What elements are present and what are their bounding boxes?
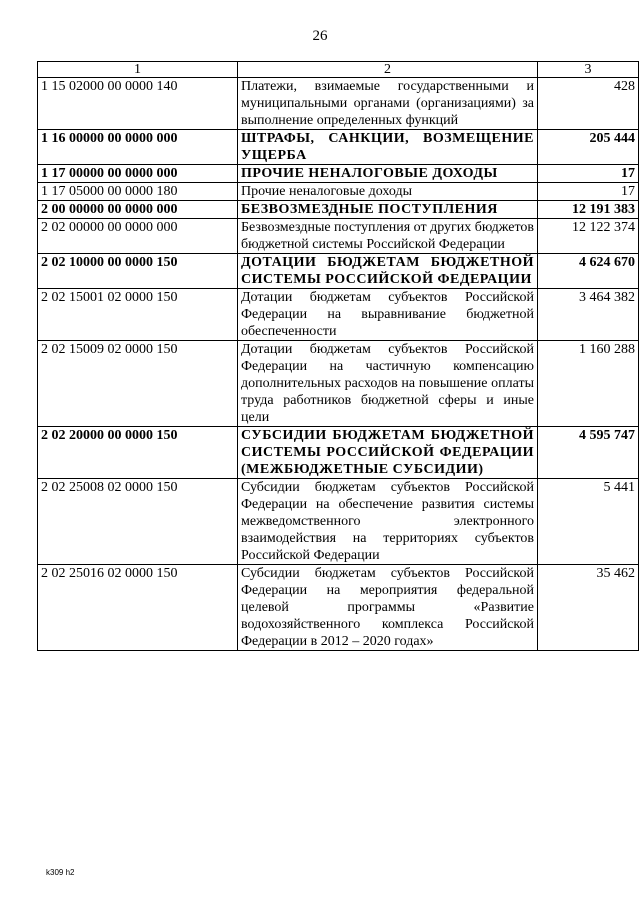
row-amount: 428 — [538, 78, 639, 130]
row-name: СУБСИДИИ БЮДЖЕТАМ БЮДЖЕТНОЙ СИСТЕМЫ РОССИЙСКОЙ ФЕДЕРАЦИИ (МЕЖБЮДЖЕТНЫЕ СУБСИДИИ) — [238, 427, 538, 479]
row-code: 2 00 00000 00 0000 000 — [38, 201, 238, 219]
table-row — [38, 183, 639, 201]
row-amount: 205 444 — [538, 130, 639, 165]
table-row — [38, 479, 639, 565]
table-row — [38, 130, 639, 165]
row-code: 2 02 20000 00 0000 150 — [38, 427, 238, 479]
row-name: Прочие неналоговые доходы — [238, 183, 538, 201]
budget-table — [37, 61, 639, 651]
row-amount: 17 — [538, 183, 639, 201]
table-row — [38, 289, 639, 341]
column-header-amount: 3 — [538, 62, 639, 78]
table-row — [38, 565, 639, 651]
table-row — [38, 254, 639, 289]
document-footer-code: k309 h2 — [46, 868, 75, 877]
row-name: ШТРАФЫ, САНКЦИИ, ВОЗМЕЩЕНИЕ УЩЕРБА — [238, 130, 538, 165]
page-number: 26 — [312, 28, 328, 44]
row-amount: 4 624 670 — [538, 254, 639, 289]
row-amount: 5 441 — [538, 479, 639, 565]
row-amount: 12 191 383 — [538, 201, 639, 219]
row-code: 1 17 05000 00 0000 180 — [38, 183, 238, 201]
row-name: ПРОЧИЕ НЕНАЛОГОВЫЕ ДОХОДЫ — [238, 165, 538, 183]
table-row — [38, 201, 639, 219]
row-code: 2 02 00000 00 0000 000 — [38, 219, 238, 254]
row-amount: 12 122 374 — [538, 219, 639, 254]
table-row — [38, 427, 639, 479]
row-code: 1 17 00000 00 0000 000 — [38, 165, 238, 183]
row-name: БЕЗВОЗМЕЗДНЫЕ ПОСТУПЛЕНИЯ — [238, 201, 538, 219]
table-row — [38, 78, 639, 130]
row-code: 1 16 00000 00 0000 000 — [38, 130, 238, 165]
row-amount: 17 — [538, 165, 639, 183]
row-code: 2 02 25008 02 0000 150 — [38, 479, 238, 565]
row-amount: 4 595 747 — [538, 427, 639, 479]
table-row — [38, 165, 639, 183]
row-amount: 1 160 288 — [538, 341, 639, 427]
row-code: 2 02 15009 02 0000 150 — [38, 341, 238, 427]
row-code: 1 15 02000 00 0000 140 — [38, 78, 238, 130]
row-code: 2 02 10000 00 0000 150 — [38, 254, 238, 289]
row-name: Платежи, взимаемые государственными и муниципальными органами (организациями) за выполнение определенных функций — [238, 78, 538, 130]
column-header-name: 2 — [238, 62, 538, 78]
row-name: Дотации бюджетам субъектов Российской Федерации на частичную компенсацию дополнительных расходов на повышение оплаты труда работников бюджетной сферы и иные цели — [238, 341, 538, 427]
row-amount: 3 464 382 — [538, 289, 639, 341]
row-name: ДОТАЦИИ БЮДЖЕТАМ БЮДЖЕТНОЙ СИСТЕМЫ РОССИЙСКОЙ ФЕДЕРАЦИИ — [238, 254, 538, 289]
table-row — [38, 341, 639, 427]
row-name: Субсидии бюджетам субъектов Российской Федерации на обеспечение развития системы межведомственного электронного взаимодействия на территориях субъектов Российской Федерации — [238, 479, 538, 565]
table-row — [38, 219, 639, 254]
row-amount: 35 462 — [538, 565, 639, 651]
row-name: Дотации бюджетам субъектов Российской Федерации на выравнивание бюджетной обеспеченности — [238, 289, 538, 341]
row-code: 2 02 25016 02 0000 150 — [38, 565, 238, 651]
row-code: 2 02 15001 02 0000 150 — [38, 289, 238, 341]
column-header-code: 1 — [38, 62, 238, 78]
row-name: Безвозмездные поступления от других бюджетов бюджетной системы Российской Федерации — [238, 219, 538, 254]
row-name: Субсидии бюджетам субъектов Российской Федерации на мероприятия федеральной целевой программы «Развитие водохозяйственного комплекса Российской Федерации в 2012 – 2020 годах» — [238, 565, 538, 651]
table-header-row — [38, 62, 639, 78]
